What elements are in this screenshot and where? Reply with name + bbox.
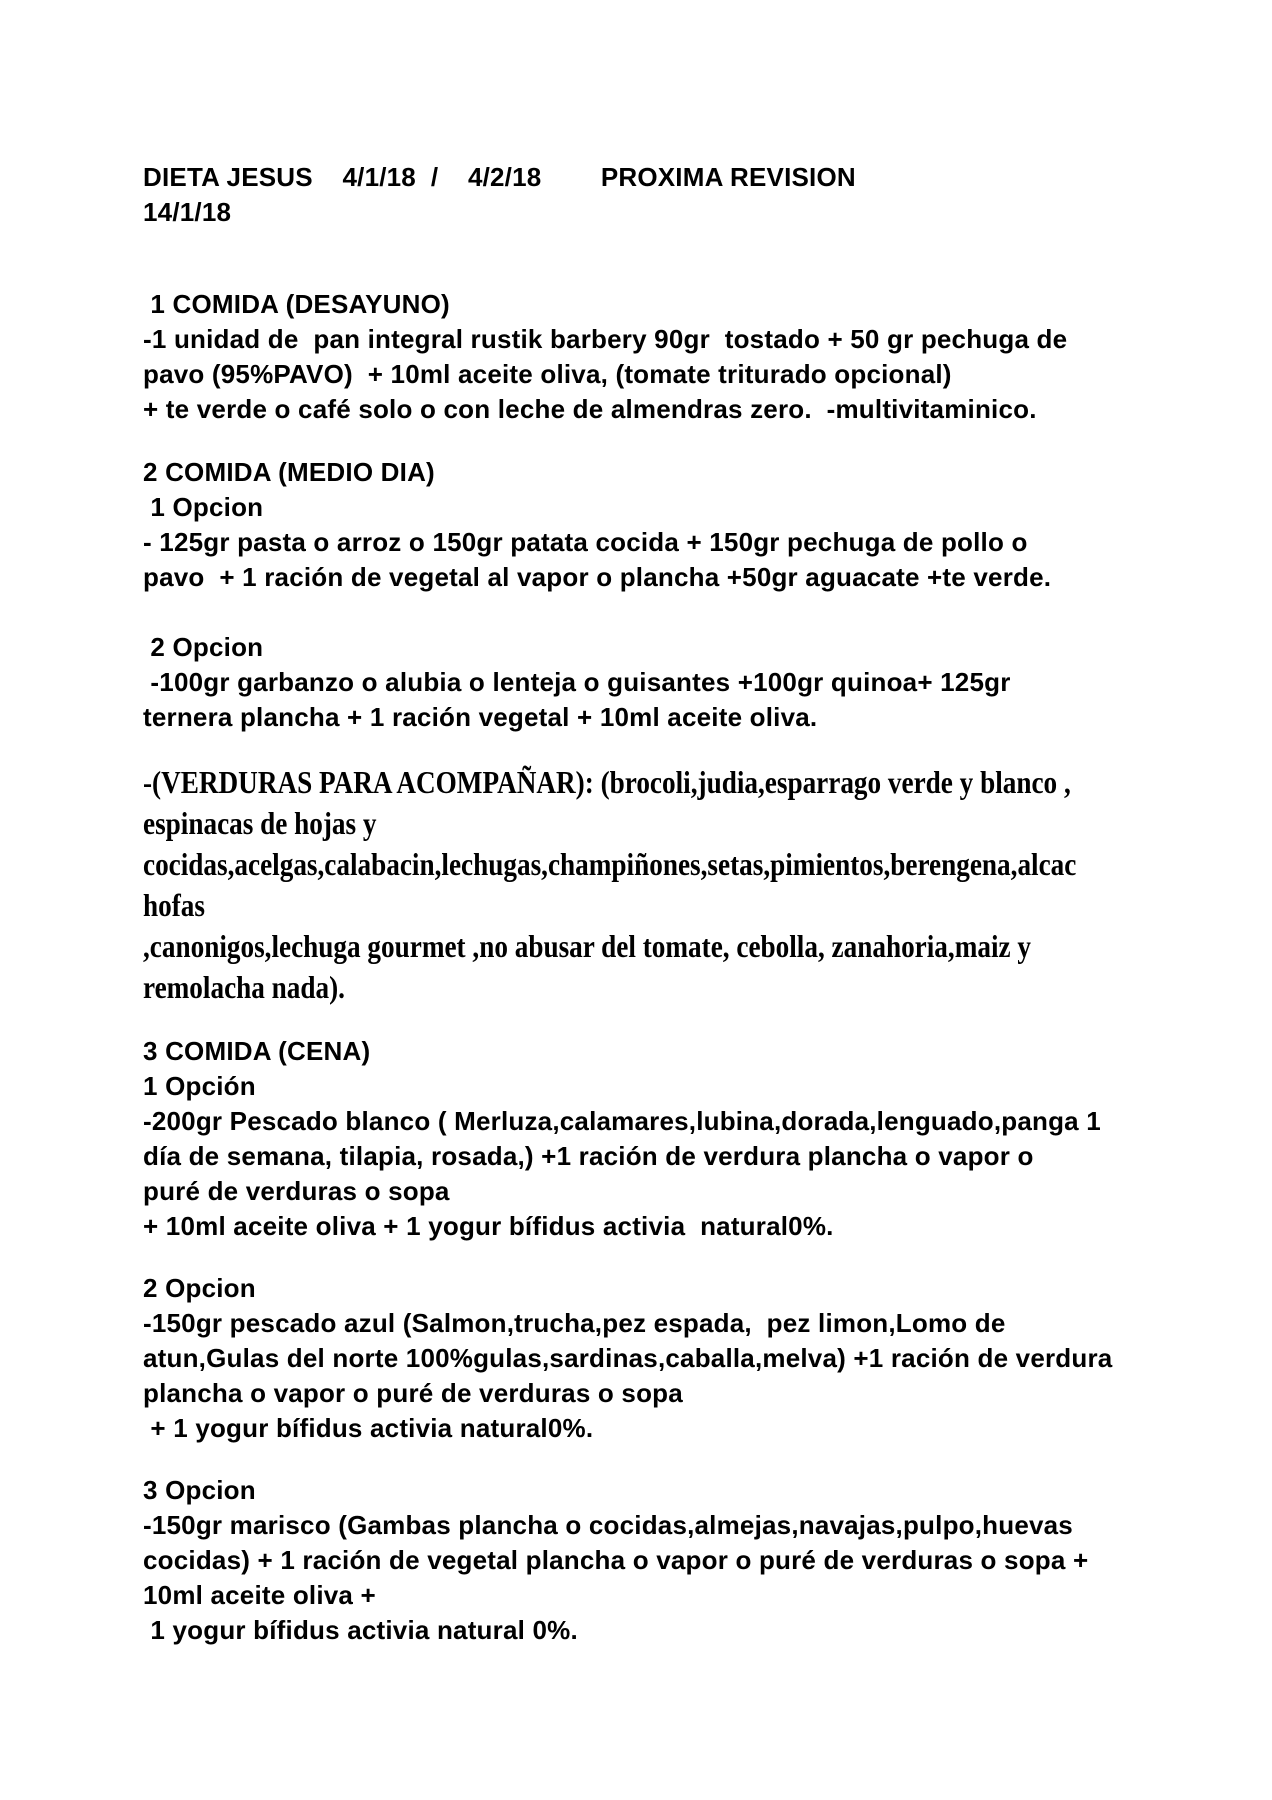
text-line: espinacas de hojas y — [143, 805, 377, 841]
text-line: 1 COMIDA (DESAYUNO) — [143, 289, 450, 319]
meal-2-medio-dia-opcion-2 — [143, 630, 1172, 735]
text-line: - 125gr pasta o arroz o 150gr patata cocida + 150gr pechuga de pollo o — [143, 527, 1028, 557]
text-line: plancha o vapor o puré de verduras o sopa — [143, 1378, 683, 1408]
meal-3-cena-opcion-1 — [143, 1034, 1172, 1244]
text-line: DIETA JESUS 4/1/18 / 4/2/18 PROXIMA REVISION — [143, 162, 856, 192]
text-line: + 1 yogur bífidus activia natural0%. — [143, 1413, 594, 1443]
text-line: hofas — [143, 887, 205, 923]
text-line: -150gr pescado azul (Salmon,trucha,pez espada, pez limon,Lomo de — [143, 1308, 1006, 1338]
text-line: 10ml aceite oliva + — [143, 1580, 376, 1610]
text-line: pavo (95%PAVO) + 10ml aceite oliva, (tomate triturado opcional) — [143, 359, 952, 389]
meal-3-cena-opcion-2 — [143, 1271, 1172, 1446]
text-line: -1 unidad de pan integral rustik barbery 90gr tostado + 50 gr pechuga de — [143, 324, 1068, 354]
meal-3-cena-opcion-3 — [143, 1473, 1172, 1648]
text-line: remolacha nada). — [143, 969, 345, 1005]
diet-header — [143, 160, 1172, 230]
text-line: atun,Gulas del norte 100%gulas,sardinas,caballa,melva) +1 ración de verdura — [143, 1343, 1113, 1373]
verduras-para-acompanar-note — [143, 762, 1172, 1008]
text-line: -150gr marisco (Gambas plancha o cocidas,almejas,navajas,pulpo,huevas — [143, 1510, 1073, 1540]
text-line: -200gr Pescado blanco ( Merluza,calamares,lubina,dorada,lenguado,panga 1 — [143, 1106, 1101, 1136]
text-line: cocidas,acelgas,calabacin,lechugas,champiñones,setas,pimientos,berengena,alcac — [143, 846, 1077, 882]
text-line: cocidas) + 1 ración de vegetal plancha o vapor o puré de verduras o sopa + — [143, 1545, 1089, 1575]
text-line: 14/1/18 — [143, 197, 232, 227]
text-line: 1 Opcion — [143, 492, 264, 522]
text-line: 1 Opción — [143, 1071, 256, 1101]
text-line: + 10ml aceite oliva + 1 yogur bífidus activia natural0%. — [143, 1211, 834, 1241]
text-line: -100gr garbanzo o alubia o lenteja o guisantes +100gr quinoa+ 125gr — [143, 667, 1011, 697]
text-line: pavo + 1 ración de vegetal al vapor o plancha +50gr aguacate +te verde. — [143, 562, 1052, 592]
text-line: -(VERDURAS PARA ACOMPAÑAR): (brocoli,judia,esparrago verde y blanco , — [143, 764, 1071, 800]
text-line: 2 Opcion — [143, 632, 264, 662]
text-line: 3 COMIDA (CENA) — [143, 1036, 371, 1066]
text-line: ,canonigos,lechuga gourmet ,no abusar del tomate, cebolla, zanahoria,maiz y — [143, 928, 1031, 964]
text-line: ternera plancha + 1 ración vegetal + 10ml aceite oliva. — [143, 702, 818, 732]
meal-1-desayuno — [143, 287, 1172, 427]
text-line: 1 yogur bífidus activia natural 0%. — [143, 1615, 578, 1645]
meal-2-medio-dia-opcion-1 — [143, 455, 1172, 595]
text-line: 3 Opcion — [143, 1475, 256, 1505]
text-line: día de semana, tilapia, rosada,) +1 ración de verdura plancha o vapor o — [143, 1141, 1034, 1171]
text-line: puré de verduras o sopa — [143, 1176, 450, 1206]
text-line: + te verde o café solo o con leche de almendras zero. -multivitaminico. — [143, 394, 1037, 424]
text-line: 2 Opcion — [143, 1273, 256, 1303]
text-line: 2 COMIDA (MEDIO DIA) — [143, 457, 435, 487]
